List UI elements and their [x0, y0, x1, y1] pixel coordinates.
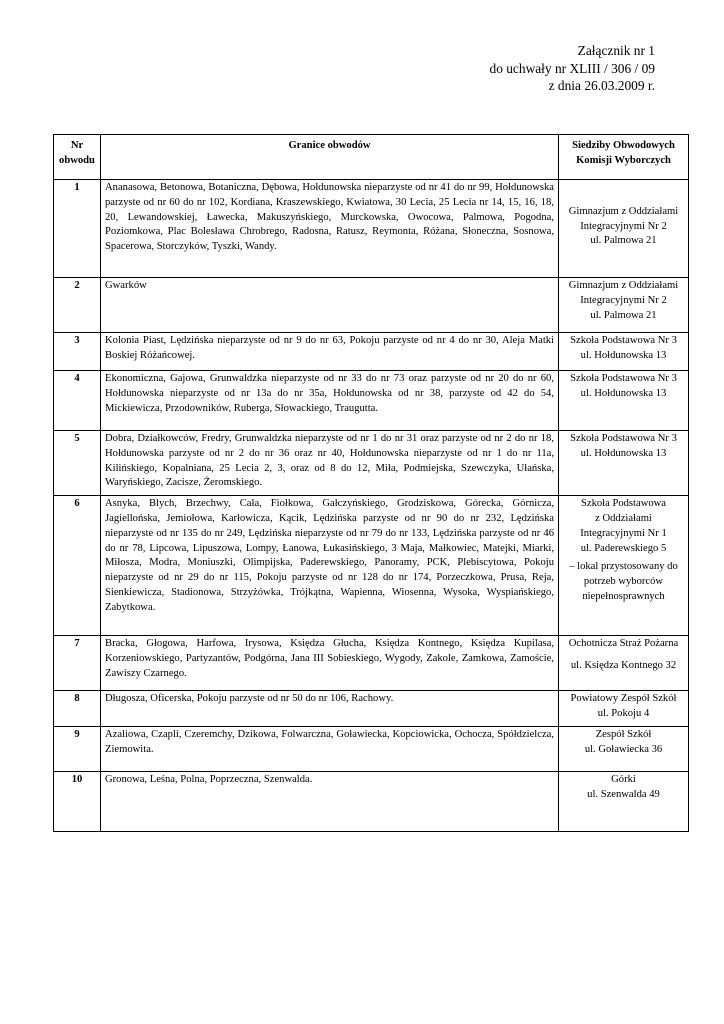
- district-boundaries: Azaliowa, Czapli, Czeremchy, Dzikowa, Folwarczna, Goławiecka, Kopciowicka, Ochocza, Spółdzielcza, Ziemowita.: [101, 726, 559, 771]
- commission-seat: [559, 371, 689, 431]
- district-boundaries: Bracka, Głogowa, Harfowa, Irysowa, Księdza Głucha, Księdza Kontnego, Księdza Kupilasa, Korzeniowskiego, Partyzantów, Podgórna, Jana III Sobieskiego, Wygody, Zakole, Zamkowa, Zamoście, Zawiszy Czarnego.: [101, 636, 559, 691]
- seat-note-line: ul. Księdza Kontnego 32: [570, 659, 677, 671]
- seat-address-line: Integracyjnymi Nr 1: [580, 527, 667, 539]
- table-row: [54, 496, 689, 636]
- seat-address-line: ul. Pokoju 4: [597, 707, 650, 719]
- seat-address-line: ul. Palmowa 21: [590, 235, 657, 247]
- district-boundaries: Asnyka, Blych, Brzechwy, Cała, Fiołkowa, Gałczyńskiego, Grodziskowa, Górecka, Górnicza, Jagiellońska, Jemiołowa, Karłowicza, Kącik, Lędzińska parzyste od nr 90 do nr 232, Lędzińska nieparzyste od nr 135 do nr 249, Lędzińska nieparzyste od nr 79 do nr 133, Lędzińska parzyste od nr 46 do nr 78, Lipcowa, Lipuszowa, Lompy, Łanowa, Łukasińskiego, 3 Maja, Małkowiec, Matejki, Miarki, Miłosza, Modra, Moniuszki, Olimpijska, Paderewskiego, Panoramy, PCK, Plebiscytowa, Pokoju nieparzyste od nr 29 do nr 115, Pokoju parzyste od nr 128 do nr 174, Porzeczkowa, Prusa, Reja, Sienkiewicza, Stadionowa, Strzyżówka, Trójkątna, Wapienna, Wiosenna, Wysoka, Wyspiańskiego, Zabytkowa.: [101, 496, 559, 636]
- table-body: [54, 180, 689, 832]
- seat-address-line: ul. Szenwalda 49: [587, 788, 660, 800]
- seat-note-line: potrzeb wyborców: [583, 576, 664, 588]
- seat-address-line: ul. Hołdunowska 13: [580, 387, 667, 399]
- seat-address-line: Szkoła Podstawowa Nr 3: [570, 335, 677, 346]
- column-header-seats-line1: Siedziby Obwodowych: [572, 140, 675, 151]
- seat-note-line: – lokal przystosowany do: [569, 561, 678, 573]
- table-row: [54, 771, 689, 831]
- seat-address-line: ul. Hołdunowska 13: [580, 349, 667, 361]
- header-annex-title: Załącznik nr 1: [577, 43, 655, 58]
- district-number: 6: [54, 496, 101, 636]
- table-row: [54, 691, 689, 727]
- seat-address-line: Szkoła Podstawowa: [580, 498, 667, 510]
- table-header-row: [54, 135, 689, 180]
- commission-seat: [559, 333, 689, 371]
- seat-address-line: Górki: [611, 773, 636, 785]
- seat-address-line: ul. Hołdunowska 13: [580, 447, 667, 459]
- district-number: 2: [54, 278, 101, 333]
- district-number: 5: [54, 431, 101, 496]
- seat-address-line: z Oddziałami: [595, 512, 652, 524]
- column-header-obwodu: obwodu: [59, 154, 95, 166]
- seat-address-line: Integracyjnymi Nr 2: [580, 220, 667, 232]
- column-header-seats-line2: Komisji Wyborczych: [576, 154, 671, 166]
- district-boundaries: Ekonomiczna, Gajowa, Grunwaldzka nieparzyste od nr 33 do nr 73 oraz parzyste od nr 20 do nr 60, Hołdunowska nieparzyste od nr 13a do nr 35a, Hołdunowska od nr 38, parzyste od 42 do 54, Mickiewicza, Przodowników, Ruberga, Słowackiego, Traugutta.: [101, 371, 559, 431]
- commission-seat: [559, 180, 689, 278]
- column-header-boundaries: Granice obwodów: [101, 135, 559, 180]
- commission-seat: [559, 636, 689, 691]
- seat-address-line: ul. Goławiecka 36: [584, 743, 663, 755]
- seat-address-line: Szkoła Podstawowa Nr 3: [570, 373, 677, 384]
- district-number: 10: [54, 771, 101, 831]
- district-boundaries: Gronowa, Leśna, Polna, Poprzeczna, Szenwalda.: [101, 771, 559, 831]
- table-row: [54, 180, 689, 278]
- header-resolution-date: z dnia 26.03.2009 r.: [548, 78, 655, 93]
- seat-address-line: ul. Palmowa 21: [590, 309, 657, 321]
- seat-address-line: ul. Paderewskiego 5: [580, 542, 667, 554]
- district-number: 7: [54, 636, 101, 691]
- seat-address-line: Zespół Szkół: [595, 728, 652, 740]
- seat-address-line: Powiatowy Zespół Szkół: [570, 693, 677, 705]
- table-row: [54, 431, 689, 496]
- district-number: 4: [54, 371, 101, 431]
- table-row: [54, 333, 689, 371]
- commission-seat: [559, 691, 689, 727]
- document-header: [490, 42, 656, 95]
- commission-seat: [559, 431, 689, 496]
- table-row: [54, 278, 689, 333]
- commission-seat: [559, 726, 689, 771]
- district-number: 9: [54, 726, 101, 771]
- header-resolution-number: do uchwały nr XLIII / 306 / 09: [489, 60, 655, 76]
- seat-note-line: niepełnosprawnych: [582, 590, 665, 602]
- table-row: [54, 636, 689, 691]
- district-number: 8: [54, 691, 101, 727]
- district-boundaries: Gwarków: [101, 278, 559, 333]
- district-boundaries: Kolonia Piast, Lędzińska nieparzyste od nr 9 do nr 63, Pokoju parzyste od nr 4 do nr 30, Aleja Matki Boskiej Różańcowej.: [101, 333, 559, 371]
- column-header-commission-seats: [559, 135, 689, 180]
- district-number: 1: [54, 180, 101, 278]
- seat-address-line: Gimnazjum z Oddziałami: [568, 205, 679, 217]
- table-row: [54, 371, 689, 431]
- commission-seat: [559, 278, 689, 333]
- seat-address-line: Integracyjnymi Nr 2: [580, 294, 667, 306]
- district-boundaries: Ananasowa, Betonowa, Botaniczna, Dębowa, Hołdunowska nieparzyste od nr 41 do nr 99, Hołdunowska parzyste od nr 60 do nr 102, Kordiana, Kraszewskiego, Kwiatowa, 30 Lecia, 25 Lecia nr 14, 15, 16, 18, 20, Lewandowskiej, Ławecka, Makuszyńskiego, Murckowska, Owocowa, Palmowa, Pogodna, Poziomkowa, Plac Bolesława Chrobrego, Radosna, Ratusz, Reymonta, Różana, Słoneczna, Sosnowa, Spacerowa, Storczyków, Tyszki, Wandy.: [101, 180, 559, 278]
- seat-address-line: Ochotnicza Straż Pożarna: [568, 638, 679, 650]
- commission-seat: [559, 771, 689, 831]
- column-header-district-number: [54, 135, 101, 180]
- district-number: 3: [54, 333, 101, 371]
- seat-spacer: [561, 652, 686, 659]
- district-boundaries: Dobra, Działkowców, Fredry, Grunwaldzka nieparzyste od nr 1 do nr 31 oraz parzyste od nr 2 do nr 18, Hołdunowska parzyste od nr 2 do nr 36 oraz nr 40, Hołdunowska nieparzyste od nr 1 do nr 11a, Kilińskiego, Kopalniana, 25 Lecia 2, 3, oraz od 8 do 12, Miła, Podmiejska, Szewczyka, Ułańska, Waryńskiego, Zacisze, Żeromskiego.: [101, 431, 559, 496]
- table-row: [54, 726, 689, 771]
- commission-seat: [559, 496, 689, 636]
- districts-table: [53, 134, 689, 832]
- seat-address-line: Gimnazjum z Oddziałami: [568, 280, 679, 291]
- column-header-nr: Nr: [70, 140, 84, 151]
- seat-address-line: Szkoła Podstawowa Nr 3: [570, 433, 677, 444]
- district-boundaries: Długosza, Oficerska, Pokoju parzyste od nr 50 do nr 106, Rachowy.: [101, 691, 559, 727]
